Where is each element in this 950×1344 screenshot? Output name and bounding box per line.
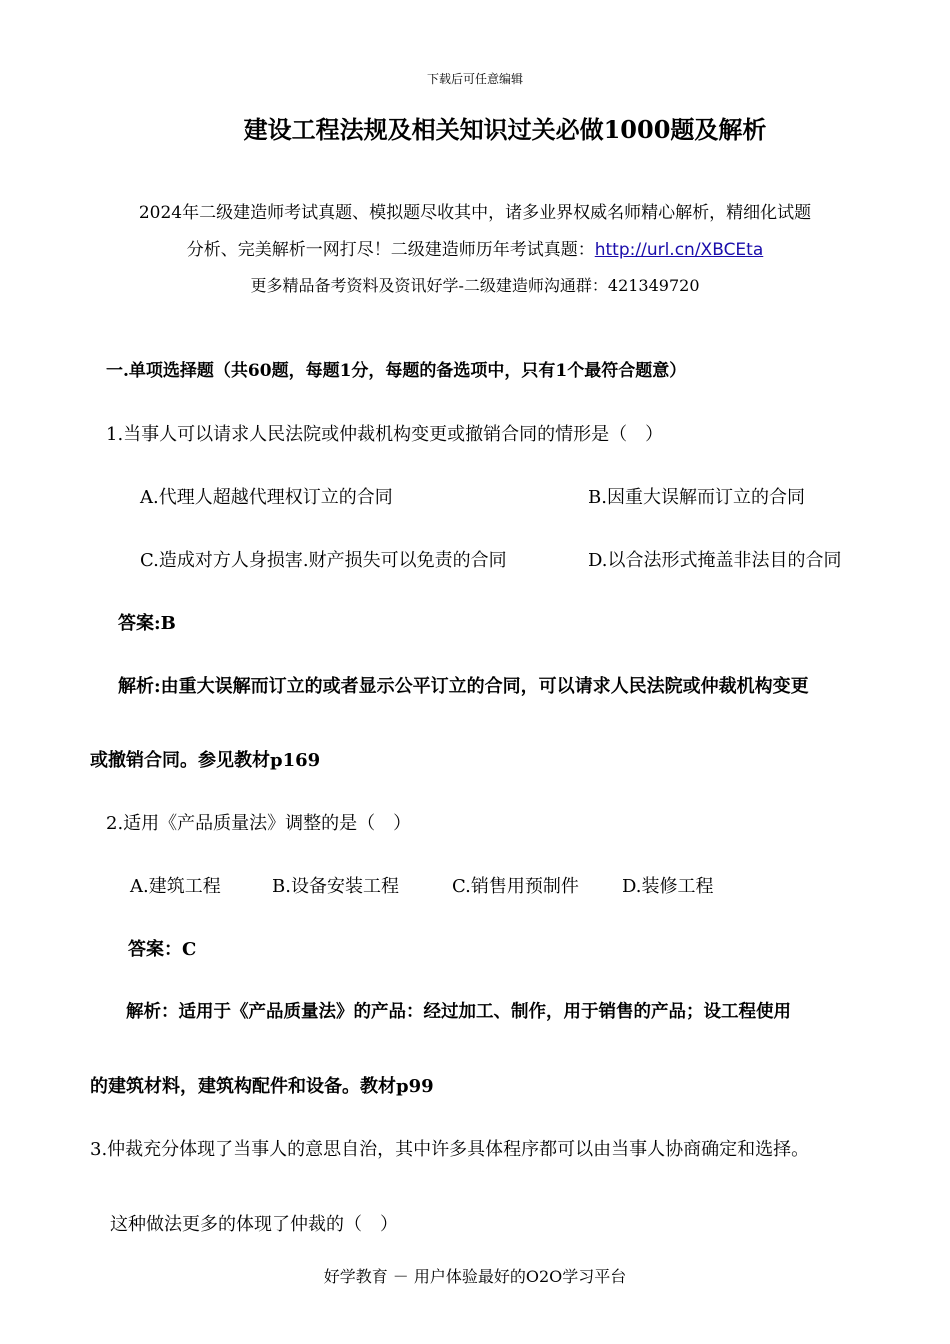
question-3-stem-line-2: 这种做法更多的体现了仲裁的（ ）	[110, 1214, 398, 1235]
question-1-analysis-line-2: 或撤销合同。参见教材p169	[90, 750, 321, 771]
question-1-option-c: C.造成对方人身损害.财产损失可以免责的合同	[140, 550, 507, 571]
question-1-analysis-line-1: 解析:由重大误解而订立的或者显示公平订立的合同，可以请求人民法院或仲裁机构变更	[118, 676, 809, 697]
intro-line-1: 2024年二级建造师考试真题、模拟题尽收其中，诸多业界权威名师精心解析，精细化试题	[138, 203, 812, 223]
question-2-stem: 2.适用《产品质量法》调整的是（ ）	[106, 813, 412, 834]
intro-line-2-text: 分析、完美解析一网打尽！二级建造师历年考试真题：	[186, 240, 595, 260]
question-2-analysis-line-2: 的建筑材料，建筑构配件和设备。教材p99	[90, 1076, 434, 1097]
question-1-option-b: B.因重大误解而订立的合同	[588, 487, 805, 508]
page-footer: 好学教育 － 用户体验最好的O2O学习平台	[323, 1267, 627, 1286]
question-2-analysis-line-1: 解析：适用于《产品质量法》的产品：经过加工、制作，用于销售的产品；设工程使用	[126, 1002, 791, 1022]
section-heading: 一.单项选择题（共60题，每题1分，每题的备选项中，只有1个最符合题意）	[106, 361, 687, 381]
header-note: 下载后可任意编辑	[426, 72, 523, 86]
question-2-option-d: D.装修工程	[622, 876, 714, 897]
question-1-option-a: A.代理人超越代理权订立的合同	[140, 487, 393, 508]
intro-line-2	[0, 235, 950, 260]
question-1-answer: 答案:B	[118, 613, 176, 634]
exam-link[interactable]: http://url.cn/XBCEta	[594, 240, 764, 260]
question-2-option-a: A.建筑工程	[130, 876, 221, 897]
question-1-stem: 1.当事人可以请求人民法院或仲裁机构变更或撤销合同的情形是（ ）	[106, 424, 664, 445]
document-title: 建设工程法规及相关知识过关必做1000题及解析	[243, 115, 767, 144]
question-1-option-d: D.以合法形式掩盖非法目的合同	[588, 550, 842, 571]
question-2-option-b: B.设备安装工程	[272, 876, 399, 897]
question-3-stem-line-1: 3.仲裁充分体现了当事人的意思自治，其中许多具体程序都可以由当事人协商确定和选择。	[90, 1139, 810, 1160]
question-2-answer: 答案：C	[128, 939, 197, 960]
intro-line-3: 更多精品备考资料及资讯好学-二级建造师沟通群：421349720	[250, 276, 700, 295]
question-2-option-c: C.销售用预制件	[452, 876, 579, 897]
